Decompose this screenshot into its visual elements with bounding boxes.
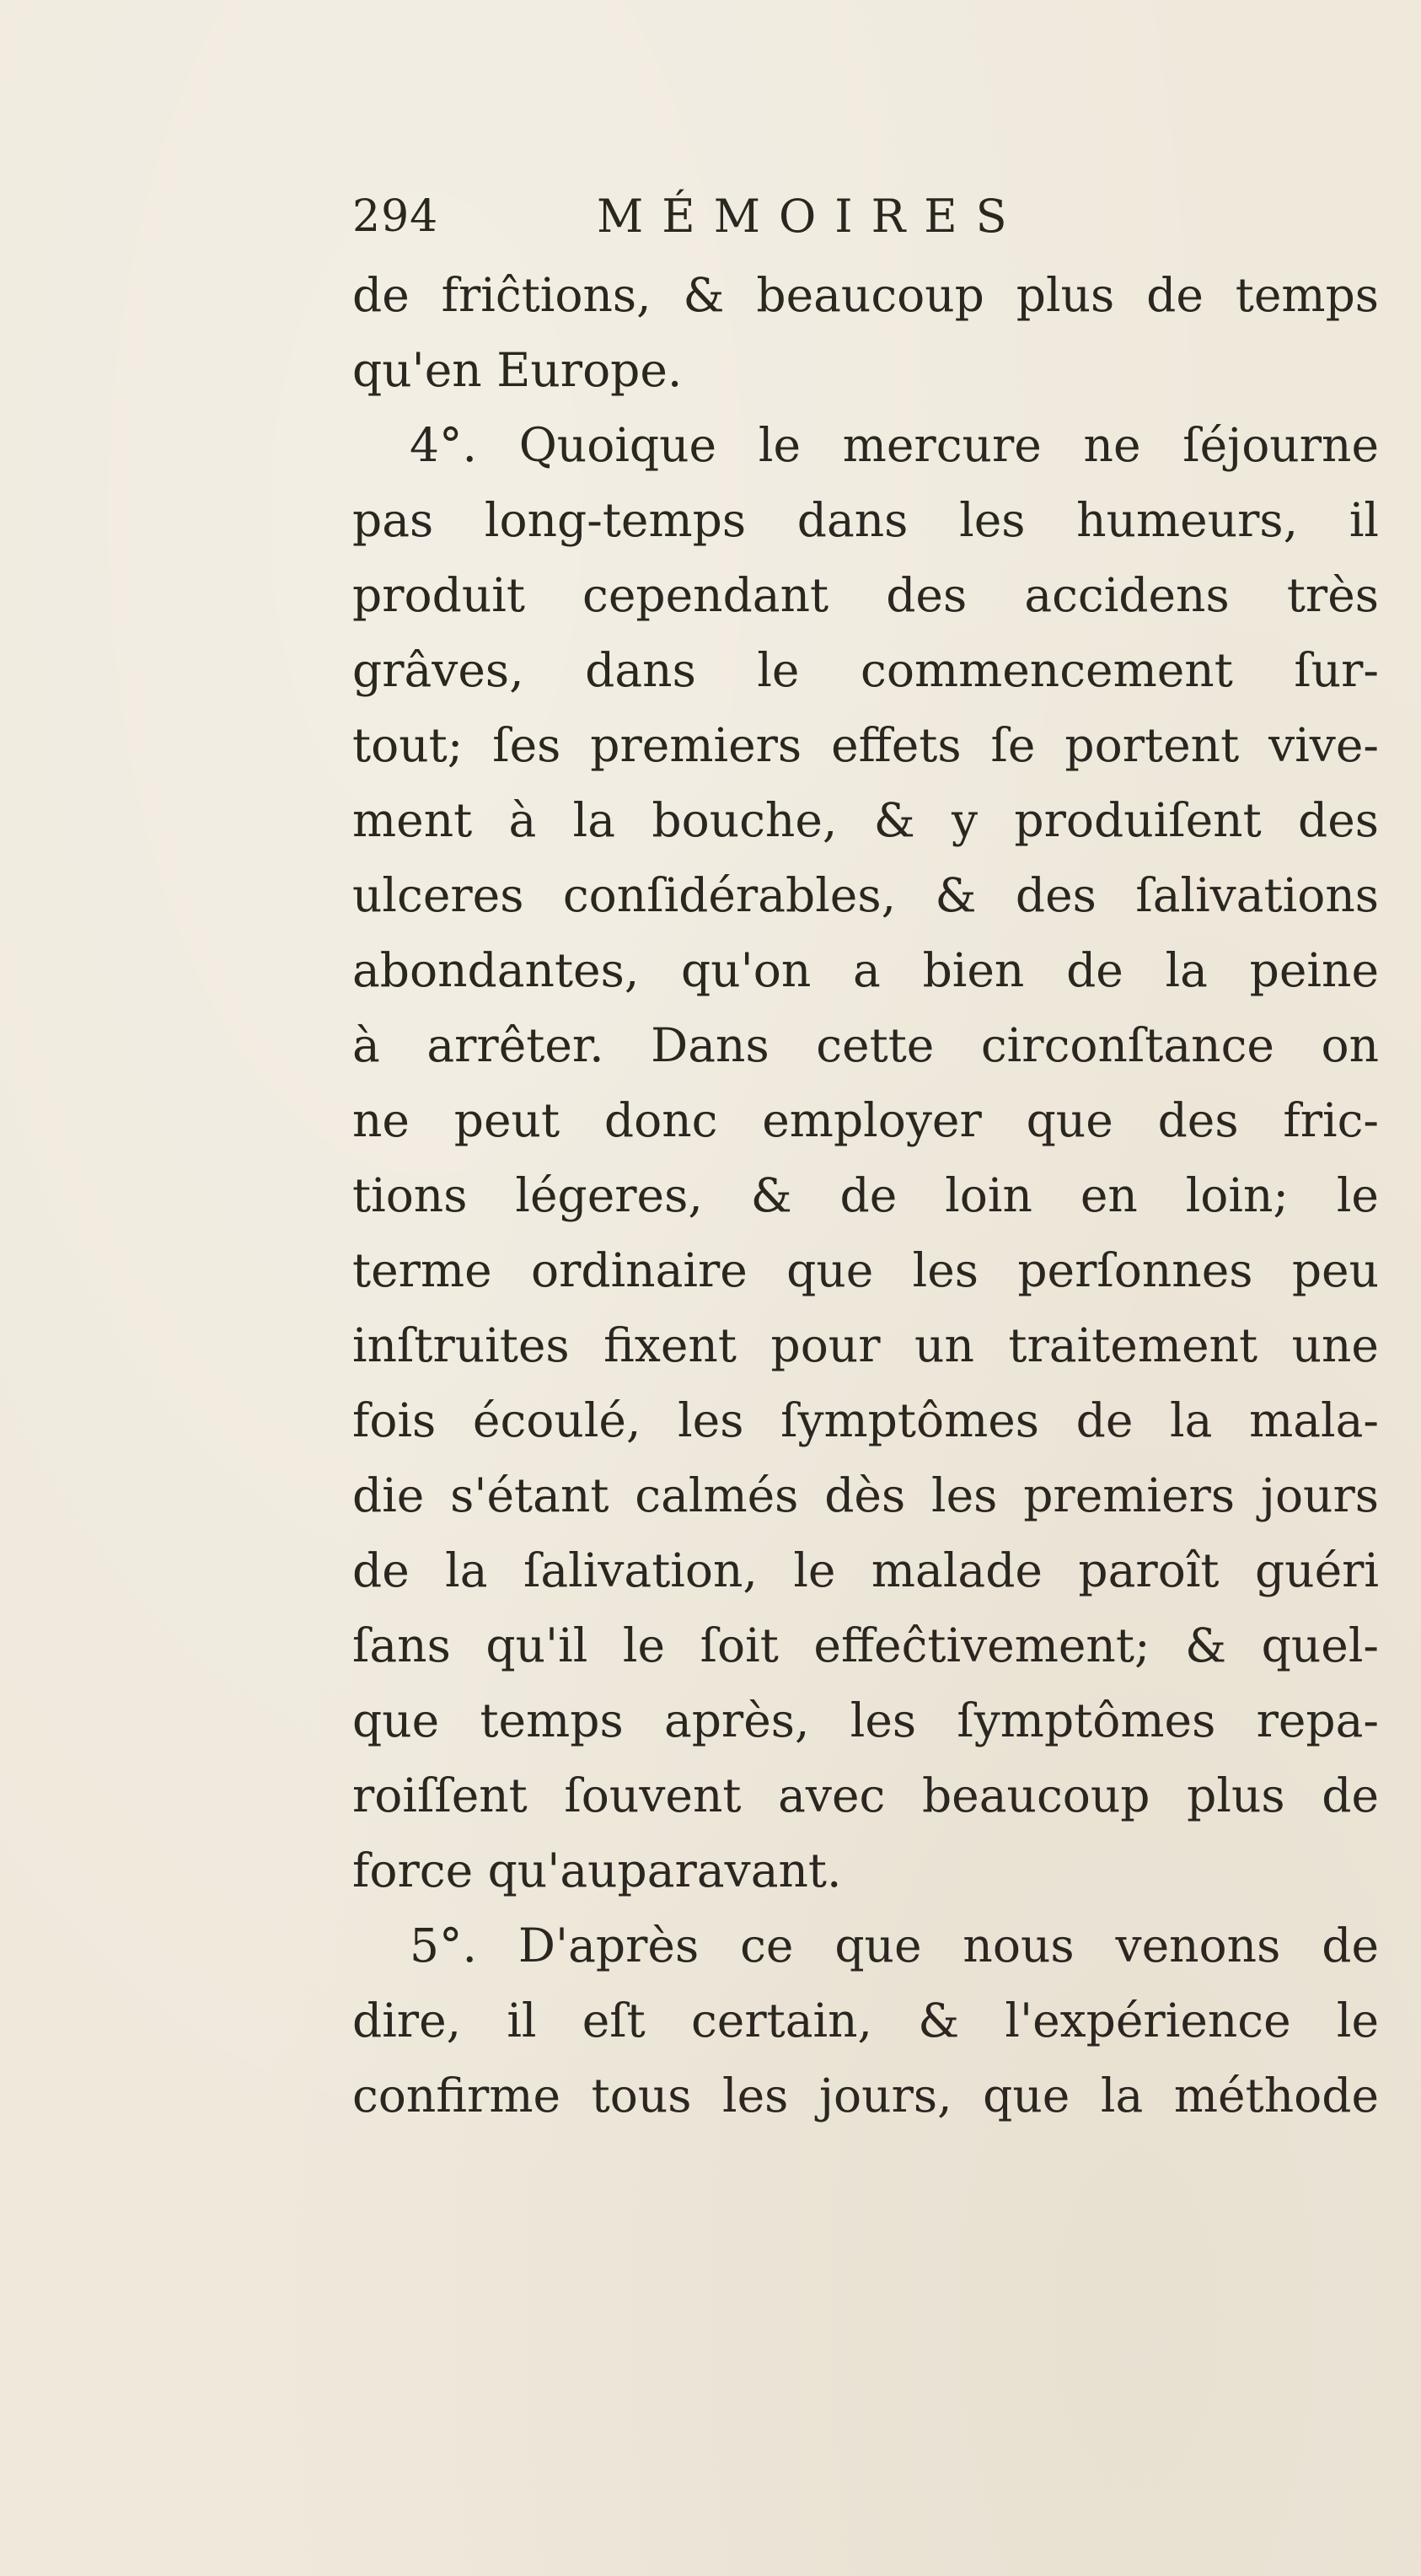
text-line: de friĉtions, & beaucoup plus de temps (352, 268, 1379, 322)
text-line: roiſſent ſouvent avec beaucoup plus de (352, 1768, 1379, 1822)
text-line: ne peut donc employer que des fric- (352, 1093, 1379, 1147)
paragraph-start-line: 4°. Quoique le mercure ne ſéjourne (410, 418, 1379, 472)
text-line: pas long-temps dans les humeurs, il (352, 493, 1379, 547)
text-line: ment à la bouche, & y produiſent des (352, 793, 1379, 847)
text-line: que temps après, les ſymptômes repa- (352, 1693, 1379, 1747)
text-line: qu'en Europe. (352, 343, 683, 397)
text-line: ulceres conſidérables, & des ſalivations (352, 868, 1379, 922)
text-line: dire, il eſt certain, & l'expérience le (352, 1994, 1379, 2047)
text-line: grâves, dans le commencement ſur- (352, 643, 1379, 697)
text-line: tions légeres, & de loin en loin; le (352, 1168, 1379, 1222)
body-text (352, 258, 1379, 2133)
paragraph-start-line: 5°. D'après ce que nous venons de (410, 1919, 1379, 1972)
text-line: force qu'auparavant. (352, 1843, 842, 1897)
text-line: abondantes, qu'on a bien de la peine (352, 943, 1379, 997)
text-line: terme ordinaire que les perſonnes peu (352, 1243, 1379, 1297)
text-line: die s'étant calmés dès les premiers jours (352, 1468, 1379, 1522)
text-line: tout; ſes premiers effets ſe portent vive- (352, 718, 1379, 772)
text-line: confirme tous les jours, que la méthode (352, 2069, 1379, 2123)
running-head: MÉMOIRES (597, 190, 1026, 243)
page-number: 294 (352, 191, 439, 242)
page-header (352, 187, 1111, 246)
text-line: à arrêter. Dans cette circonſtance on (352, 1018, 1379, 1072)
text-line: fois écoulé, les ſymptômes de la mala- (352, 1393, 1379, 1447)
text-line: produit cependant des accidens très (352, 568, 1379, 622)
text-line: ſans qu'il le ſoit effeĉtivement; & quel- (352, 1618, 1379, 1672)
text-line: inſtruites fixent pour un traitement une (352, 1318, 1379, 1372)
text-line: de la ſalivation, le malade paroît guéri (352, 1543, 1379, 1597)
